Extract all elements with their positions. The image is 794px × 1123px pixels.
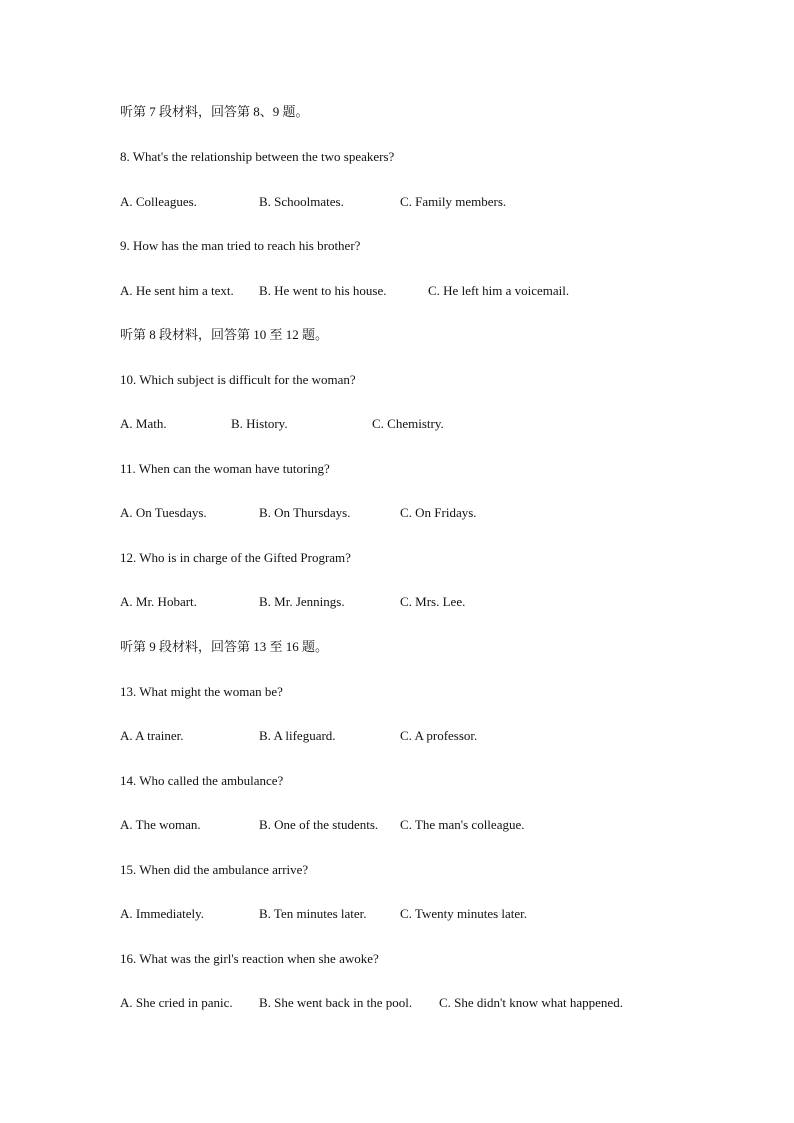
option-b[interactable]: B. She went back in the pool. bbox=[259, 995, 413, 1010]
option-b[interactable]: B. Mr. Jennings. bbox=[259, 594, 345, 609]
option-a[interactable]: A. Mr. Hobart. bbox=[120, 594, 197, 609]
option-a[interactable]: A. She cried in panic. bbox=[120, 995, 233, 1010]
question-8: 8. What's the relationship between the two speakers? bbox=[120, 149, 395, 164]
option-a[interactable]: A. On Tuesdays. bbox=[120, 505, 207, 520]
option-c[interactable]: C. Family members. bbox=[400, 194, 507, 209]
option-a[interactable]: A. The woman. bbox=[120, 817, 201, 832]
option-a[interactable]: A. Immediately. bbox=[120, 906, 204, 921]
option-b[interactable]: B. History. bbox=[231, 416, 288, 431]
option-c[interactable]: C. She didn't know what happened. bbox=[439, 995, 623, 1010]
option-b[interactable]: B. On Thursdays. bbox=[259, 505, 351, 520]
question-13: 13. What might the woman be? bbox=[120, 684, 283, 699]
option-b[interactable]: B. Schoolmates. bbox=[259, 194, 344, 209]
option-b[interactable]: B. He went to his house. bbox=[259, 283, 387, 298]
option-a[interactable]: A. A trainer. bbox=[120, 728, 184, 743]
question-11: 11. When can the woman have tutoring? bbox=[120, 461, 330, 476]
question-10: 10. Which subject is difficult for the woman? bbox=[120, 372, 356, 387]
question-9: 9. How has the man tried to reach his brother? bbox=[120, 238, 361, 253]
section-heading-8: 听第 8 段材料，回答第 10 至 12 题。 bbox=[120, 327, 329, 342]
option-c[interactable]: C. He left him a voicemail. bbox=[428, 283, 570, 298]
option-c[interactable]: C. On Fridays. bbox=[400, 505, 477, 520]
option-c[interactable]: C. A professor. bbox=[400, 728, 478, 743]
question-15: 15. When did the ambulance arrive? bbox=[120, 862, 309, 877]
option-a[interactable]: A. Colleagues. bbox=[120, 194, 197, 209]
option-c[interactable]: C. Twenty minutes later. bbox=[400, 906, 528, 921]
section-heading-7: 听第 7 段材料，回答第 8、9 题。 bbox=[120, 104, 309, 119]
option-a[interactable]: A. He sent him a text. bbox=[120, 283, 234, 298]
question-12: 12. Who is in charge of the Gifted Program? bbox=[120, 550, 351, 565]
option-b[interactable]: B. One of the students. bbox=[259, 817, 379, 832]
option-c[interactable]: C. Chemistry. bbox=[372, 416, 444, 431]
section-heading-9: 听第 9 段材料，回答第 13 至 16 题。 bbox=[120, 639, 329, 654]
option-a[interactable]: A. Math. bbox=[120, 416, 167, 431]
option-b[interactable]: B. Ten minutes later. bbox=[259, 906, 367, 921]
option-b[interactable]: B. A lifeguard. bbox=[259, 728, 336, 743]
question-14: 14. Who called the ambulance? bbox=[120, 773, 284, 788]
question-16: 16. What was the girl's reaction when she awoke? bbox=[120, 951, 379, 966]
option-c[interactable]: C. Mrs. Lee. bbox=[400, 594, 466, 609]
option-c[interactable]: C. The man's colleague. bbox=[400, 817, 525, 832]
